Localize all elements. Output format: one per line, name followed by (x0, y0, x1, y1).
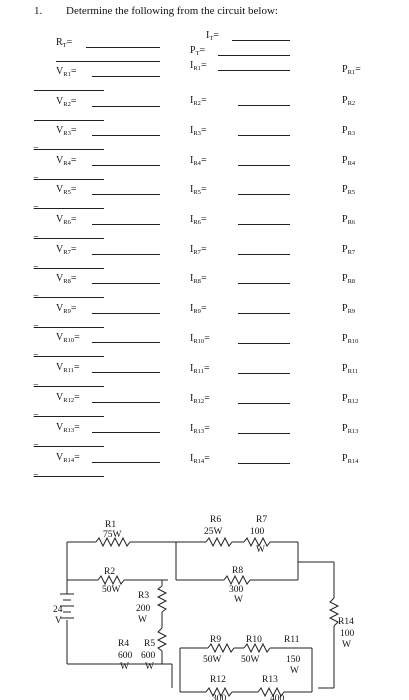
answer-blank[interactable] (238, 283, 290, 284)
answer-blank[interactable] (238, 135, 290, 136)
power-sym: P (342, 423, 348, 434)
answer-label (56, 303, 76, 318)
answer-label (190, 95, 207, 110)
r3-unit: W (138, 615, 147, 625)
answer-label (206, 30, 219, 45)
answer-label (190, 125, 207, 140)
answer-blank[interactable] (86, 47, 160, 48)
equals-sign: = (70, 96, 77, 107)
equals-sign: = (203, 363, 210, 374)
quantity-symbol: V (56, 155, 64, 166)
r8-label: R8 (232, 566, 244, 576)
answer-label (56, 96, 76, 111)
power-label (342, 333, 358, 348)
quantity-subscript: T (62, 42, 67, 49)
quantity-subscript: R2 (193, 100, 201, 107)
margin-mark: = (33, 351, 39, 362)
answer-blank[interactable] (34, 149, 104, 150)
answer-blank[interactable] (92, 76, 160, 77)
quantity-subscript: R8 (193, 278, 201, 285)
power-sym: P (342, 244, 348, 255)
power-sub: R4 (347, 160, 356, 167)
resistor-r14-symbol (330, 598, 338, 626)
r4-value: 600 (118, 651, 133, 661)
answer-blank[interactable] (56, 61, 160, 62)
power-sym: P (342, 393, 348, 404)
quantity-symbol: I (190, 423, 194, 434)
equals-sign: = (74, 392, 80, 403)
answer-label (190, 393, 210, 408)
equals-sign: = (204, 423, 210, 434)
equals-sign: = (200, 184, 207, 195)
power-sym: P (342, 273, 348, 284)
power-sub: R9 (347, 308, 356, 315)
r5-unit: W (145, 662, 154, 672)
answer-blank[interactable] (34, 179, 104, 180)
power-label (342, 453, 358, 468)
source-voltage-unit: V (55, 616, 62, 626)
answer-blank[interactable] (238, 105, 290, 106)
quantity-symbol: V (56, 66, 64, 77)
answer-label (190, 303, 207, 318)
power-sym: P (342, 95, 348, 106)
power-sub: R11 (347, 368, 359, 375)
margin-mark: = (33, 203, 39, 214)
answer-label (190, 363, 210, 378)
r5-value: 600 (141, 651, 156, 661)
source-voltage-value: 24 (53, 605, 63, 615)
r12-label: R12 (210, 675, 226, 685)
quantity-subscript: R13 (193, 428, 205, 435)
power-label (342, 64, 361, 79)
quantity-symbol: I (190, 453, 194, 464)
answer-blank[interactable] (238, 373, 290, 374)
answer-blank[interactable] (34, 208, 104, 209)
circuit-diagram (0, 500, 409, 700)
quantity-subscript: R10 (63, 337, 75, 344)
r12-value: 300 (212, 694, 227, 700)
quantity-symbol: I (190, 60, 194, 71)
power-label (342, 184, 355, 199)
r14-unit: W (342, 640, 351, 650)
r9-label: R9 (210, 635, 222, 645)
answer-blank[interactable] (92, 342, 160, 343)
equals-sign: = (204, 333, 210, 344)
power-sub: R13 (347, 428, 359, 435)
quantity-subscript: R5 (63, 189, 71, 196)
answer-label (56, 273, 76, 288)
power-sym: P (342, 333, 348, 344)
power-sub: R10 (347, 338, 359, 345)
r10-label: R10 (246, 635, 262, 645)
quantity-symbol: P (190, 45, 196, 56)
answer-label (56, 452, 80, 467)
equals-sign: = (70, 66, 77, 77)
quantity-symbol: I (190, 155, 194, 166)
answer-blank[interactable] (238, 194, 290, 195)
answer-blank[interactable] (92, 165, 160, 166)
power-sub: R7 (347, 249, 356, 256)
equals-sign: = (74, 422, 80, 433)
power-label (342, 95, 355, 110)
quantity-symbol: V (56, 184, 64, 195)
quantity-subscript: R8 (63, 278, 71, 285)
equals-sign: = (70, 214, 77, 225)
equals-sign: = (200, 303, 207, 314)
equals-sign: = (66, 37, 73, 48)
answer-blank[interactable] (34, 297, 104, 298)
quantity-symbol: R (56, 37, 63, 48)
quantity-subscript: R1 (63, 71, 71, 78)
power-label (342, 423, 358, 438)
r14-label: R14 (338, 617, 354, 627)
margin-mark: = (33, 411, 39, 422)
r8-value: 300 (229, 585, 244, 595)
quantity-subscript: R14 (193, 458, 205, 465)
answer-blank[interactable] (238, 433, 290, 434)
resistor-r4-symbol (158, 628, 166, 651)
quantity-symbol: V (56, 244, 64, 255)
r11-value: 150 (286, 655, 301, 665)
resistor-r3-symbol (158, 586, 166, 612)
quantity-subscript: R11 (193, 368, 204, 375)
quantity-subscript: R4 (193, 160, 201, 167)
equals-sign: = (70, 273, 77, 284)
margin-mark: = (33, 292, 39, 303)
quantity-symbol: V (56, 214, 64, 225)
problem-instruction: Determine the following from the circuit below: (66, 5, 278, 17)
r14-value: 100 (340, 629, 355, 639)
answer-label (190, 453, 210, 468)
r1-label: R1 (105, 520, 117, 530)
answer-blank[interactable] (34, 416, 104, 417)
answer-label (190, 155, 207, 170)
power-label (342, 363, 358, 378)
margin-mark: = (33, 471, 39, 482)
answer-blank[interactable] (92, 254, 160, 255)
power-label (342, 303, 355, 318)
equals-sign: = (73, 362, 80, 373)
power-sub: R2 (347, 100, 356, 107)
quantity-symbol: I (190, 333, 194, 344)
r6-value: 25W (204, 527, 223, 537)
equals-sign: = (74, 332, 80, 343)
resistor-r2-symbol (98, 576, 124, 584)
quantity-subscript: R6 (63, 219, 71, 226)
answer-blank[interactable] (34, 120, 104, 121)
quantity-symbol: I (190, 214, 194, 225)
answer-label (190, 214, 207, 229)
quantity-subscript: T (209, 35, 214, 42)
answer-blank[interactable] (238, 403, 290, 404)
quantity-symbol: V (56, 273, 64, 284)
quantity-symbol: I (190, 303, 194, 314)
equals-sign: = (200, 125, 207, 136)
power-sym: P (342, 184, 348, 195)
quantity-subscript: R6 (193, 219, 201, 226)
power-sub: R8 (347, 278, 356, 285)
power-label (342, 244, 355, 259)
power-sym: P (342, 363, 348, 374)
answer-label (56, 37, 72, 52)
resistor-r6-symbol (206, 538, 232, 546)
equals-sign: = (204, 393, 210, 404)
quantity-subscript: R2 (63, 101, 71, 108)
answer-blank[interactable] (238, 313, 290, 314)
power-sub: R1 (347, 69, 356, 76)
equals-sign: = (74, 452, 80, 463)
power-sub: R3 (347, 130, 356, 137)
quantity-subscript: R11 (63, 367, 74, 374)
resistor-r9-symbol (208, 644, 234, 652)
r7-label: R7 (256, 515, 268, 525)
power-sym: P (342, 453, 348, 464)
r11-unit: W (290, 666, 299, 676)
power-sym: P (342, 303, 348, 314)
answer-blank[interactable] (238, 254, 290, 255)
answer-label (56, 332, 80, 347)
quantity-subscript: R7 (63, 249, 71, 256)
equals-sign: = (70, 244, 77, 255)
answer-blank[interactable] (92, 313, 160, 314)
answer-label (56, 155, 76, 170)
answer-blank[interactable] (34, 476, 104, 477)
power-label (342, 214, 355, 229)
answer-blank[interactable] (238, 165, 290, 166)
quantity-subscript: R14 (63, 457, 75, 464)
answer-label (190, 45, 205, 60)
resistor-r8-symbol (224, 576, 250, 584)
quantity-subscript: T (195, 50, 200, 57)
answer-blank[interactable] (34, 327, 104, 328)
equals-sign: = (70, 303, 77, 314)
r1-value: 75W (103, 530, 122, 540)
quantity-subscript: R9 (193, 308, 201, 315)
power-sym: P (342, 125, 348, 136)
quantity-symbol: I (206, 30, 210, 41)
quantity-symbol: I (190, 393, 194, 404)
answer-label (56, 184, 76, 199)
answer-blank[interactable] (92, 432, 160, 433)
answer-blank[interactable] (92, 462, 160, 463)
answer-blank[interactable] (238, 463, 290, 464)
power-sym: P (342, 64, 348, 75)
answer-blank[interactable] (92, 135, 160, 136)
power-label (342, 125, 355, 140)
answer-label (190, 423, 210, 438)
margin-mark: = (33, 144, 39, 155)
equals-sign: = (200, 155, 207, 166)
quantity-symbol: V (56, 422, 64, 433)
quantity-symbol: V (56, 125, 64, 136)
quantity-symbol: V (56, 303, 64, 314)
quantity-subscript: R12 (193, 398, 205, 405)
answer-label (56, 244, 76, 259)
quantity-symbol: I (190, 273, 194, 284)
power-label (342, 393, 358, 408)
answer-blank[interactable] (92, 106, 160, 107)
quantity-symbol: V (56, 452, 64, 463)
problem-number: 1. (34, 5, 43, 17)
r13-value: 400 (270, 694, 285, 700)
answer-blank[interactable] (218, 55, 290, 56)
power-label (342, 155, 355, 170)
equals-sign: = (204, 453, 210, 464)
quantity-symbol: I (190, 363, 194, 374)
quantity-symbol: V (56, 332, 64, 343)
quantity-subscript: R4 (63, 160, 71, 167)
answer-blank[interactable] (232, 40, 290, 41)
quantity-subscript: R7 (193, 249, 201, 256)
power-sub: R6 (347, 219, 356, 226)
quantity-subscript: R10 (193, 338, 205, 345)
answer-blank[interactable] (34, 238, 104, 239)
answer-blank[interactable] (34, 90, 104, 91)
answer-label (56, 125, 76, 140)
quantity-symbol: I (190, 184, 194, 195)
answer-label (56, 66, 76, 81)
equals-sign: = (199, 45, 206, 56)
answer-blank[interactable] (34, 386, 104, 387)
power-sym: P (342, 214, 348, 225)
answer-blank[interactable] (34, 446, 104, 447)
answer-blank[interactable] (34, 356, 104, 357)
quantity-symbol: V (56, 392, 64, 403)
quantity-symbol: I (190, 95, 194, 106)
margin-mark: = (33, 441, 39, 452)
quantity-subscript: R9 (63, 308, 71, 315)
power-eq: = (355, 64, 361, 75)
quantity-subscript: R13 (63, 427, 75, 434)
equals-sign: = (200, 214, 207, 225)
margin-mark: = (33, 381, 39, 392)
r2-value: 50W (102, 585, 121, 595)
margin-mark: = (33, 174, 39, 185)
r10-value: 50W (241, 655, 260, 665)
quantity-symbol: I (190, 125, 194, 136)
equals-sign: = (200, 60, 207, 71)
margin-mark: = (33, 233, 39, 244)
r8-unit: W (234, 595, 243, 605)
answer-blank[interactable] (92, 224, 160, 225)
answer-blank[interactable] (92, 194, 160, 195)
r6-label: R6 (210, 515, 222, 525)
r4-label: R4 (118, 639, 130, 649)
margin-mark: = (33, 263, 39, 274)
r7-value: 100 (250, 527, 265, 537)
answer-label (56, 214, 76, 229)
answer-blank[interactable] (92, 372, 160, 373)
answer-blank[interactable] (218, 70, 290, 71)
quantity-symbol: V (56, 96, 64, 107)
equals-sign: = (200, 95, 207, 106)
answer-blank[interactable] (92, 283, 160, 284)
r7-unit: W (256, 545, 265, 555)
answer-label (190, 273, 207, 288)
r5-label: R5 (144, 639, 156, 649)
equals-sign: = (200, 273, 207, 284)
power-sub: R5 (347, 189, 356, 196)
r2-label: R2 (104, 567, 116, 577)
r13-label: R13 (262, 675, 278, 685)
margin-mark: = (33, 322, 39, 333)
answer-label (190, 333, 210, 348)
answer-label (56, 362, 79, 377)
answer-blank[interactable] (238, 224, 290, 225)
answer-label (56, 422, 80, 437)
power-sub: R14 (347, 458, 359, 465)
answer-label (190, 60, 207, 75)
quantity-subscript: R3 (63, 130, 71, 137)
quantity-subscript: R1 (193, 65, 201, 72)
equals-sign: = (70, 184, 77, 195)
r4-unit: W (120, 662, 129, 672)
answer-blank[interactable] (238, 343, 290, 344)
equals-sign: = (200, 244, 207, 255)
power-label (342, 273, 355, 288)
answer-label (190, 244, 207, 259)
quantity-symbol: I (190, 244, 194, 255)
power-sym: P (342, 155, 348, 166)
equals-sign: = (70, 125, 77, 136)
power-sub: R12 (347, 398, 359, 405)
quantity-subscript: R3 (193, 130, 201, 137)
quantity-subscript: R5 (193, 189, 201, 196)
resistor-r10-symbol (244, 644, 270, 652)
answer-label (56, 392, 80, 407)
quantity-symbol: V (56, 362, 64, 373)
answer-label (190, 184, 207, 199)
equals-sign: = (213, 30, 219, 41)
r3-value: 200 (136, 604, 151, 614)
quantity-subscript: R12 (63, 397, 75, 404)
r11-label: R11 (284, 635, 300, 645)
answer-blank[interactable] (92, 402, 160, 403)
answer-blank[interactable] (34, 268, 104, 269)
r3-label: R3 (138, 591, 150, 601)
equals-sign: = (70, 155, 77, 166)
r9-value: 50W (203, 655, 222, 665)
